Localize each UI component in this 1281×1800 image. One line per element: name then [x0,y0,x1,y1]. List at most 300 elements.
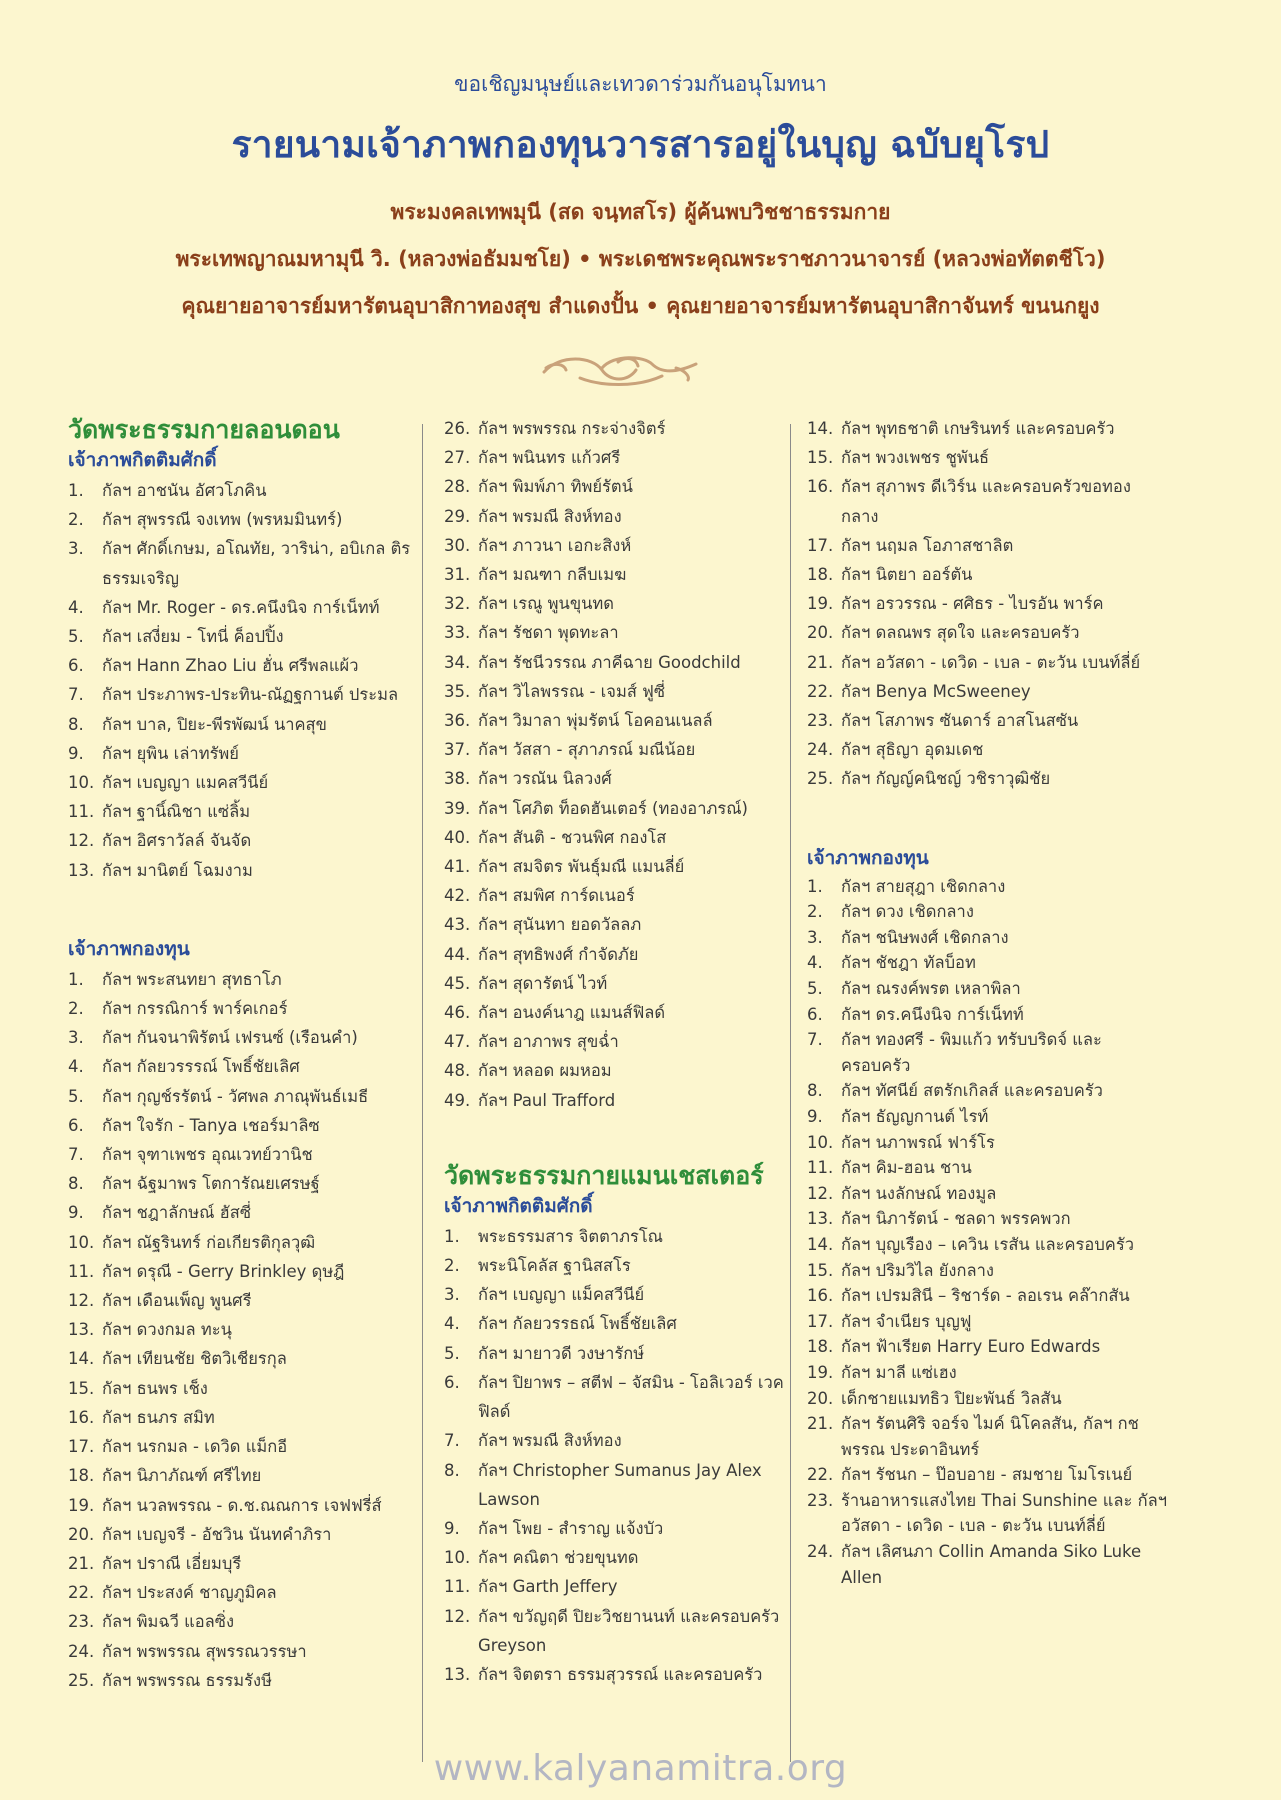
list-item [68,710,418,739]
item-number: 18. [807,565,834,585]
list-item [68,1520,418,1549]
item-name: กัลฯ อาภาพร สุขฉ่ำ [478,1032,619,1052]
manchester-fund-heading: เจ้าภาพกองทุน [807,846,929,869]
item-number: 4. [68,1057,84,1077]
item-number: 23. [807,711,834,731]
list-item [68,1082,418,1111]
list-item [807,735,1167,764]
item-number: 14. [807,419,834,438]
list-item [68,1432,418,1461]
item-name: กัลฯ ฉัฐมาพร โตการัณยเศรษฐ์ [102,1174,320,1194]
item-number: 5. [68,1086,84,1106]
item-name: กัลฯ ดลณพร สุดใจ และครอบครัว [841,623,1080,643]
item-number: 3. [444,1285,460,1305]
london-honor-heading: เจ้าภาพกิตติมศักดิ์ [68,449,217,471]
item-name: กัลฯ มายาวดี วงษารักษ์ [478,1343,645,1363]
list-item [444,618,794,647]
item-name: กัลฯ พรพรรณ ธรรมรังษี [102,1670,272,1690]
item-number: 19. [68,1495,95,1515]
list-item [807,1002,1167,1028]
item-number: 10. [68,1232,95,1252]
list-item [807,1462,1167,1488]
item-number: 12. [444,1606,471,1626]
list-item [68,739,418,768]
list-item [807,560,1167,589]
item-number: 11. [68,1261,95,1281]
list-item [68,1315,418,1344]
item-number: 7. [444,1431,460,1451]
item-name: พระนิโคลัส ฐานิสสโร [478,1256,631,1276]
item-name: กัลฯ Paul Trafford [478,1090,616,1110]
list-item [444,823,794,852]
item-name: กัลฯ โศภิต ท็อดฮันเตอร์ (ทองอาภรณ์) [478,798,748,818]
spacer [444,1115,794,1160]
item-name: กัลฯ คิม-ฮอน ชาน [841,1158,972,1178]
list-item [444,443,794,472]
item-name: กัลฯ สุทธิพงศ์ กำจัดภัย [478,944,639,964]
item-number: 27. [444,448,471,468]
item-number: 23. [807,1490,834,1510]
item-number: 11. [807,1158,834,1178]
item-name: กัลฯ บุญเรือง – เควิน เรสัน และครอบครัว [841,1234,1134,1254]
item-number: 8. [68,1174,84,1194]
list-item [68,826,418,855]
item-number: 20. [807,623,834,643]
item-name: กัลฯ วรณัน นิลวงศ์ [478,769,612,789]
manchester-fund-list [807,874,1167,1591]
list-item [444,706,794,735]
item-name: กัลฯ ประสงค์ ชาญภูมิคล [102,1583,277,1603]
london-fund-list [68,965,418,1695]
list-item [444,1368,794,1426]
list-item [68,680,418,709]
item-name: กัลฯ เรณู พูนขุนทด [478,594,614,614]
item-name: กัลฯ อิศราวัลล์ จันจัด [102,831,252,851]
list-item [68,1491,418,1520]
list-item [68,1198,418,1227]
list-item [807,1206,1167,1232]
item-number: 41. [444,857,471,877]
item-name: กัลฯ วัสสา - สุภาภรณ์ มณีน้อย [478,740,696,760]
list-item [68,1374,418,1403]
column-1 [68,414,418,1695]
item-name: กัลฯ อาชนัน อัศวโภคิน [102,481,267,500]
footer-url[interactable]: www.kalyanamitra.org [433,1748,848,1789]
item-name: กัลฯ มณฑา กลีบเมฆ [478,565,627,585]
item-number: 35. [444,681,471,701]
item-number: 4. [807,953,823,973]
item-name: กัลฯ วิมาลา พุ่มรัตน์ โอคอนเนลล์ [478,711,713,731]
page-title: รายนามเจ้าภาพกองทุนวารสารอยู่ในบุญ ฉบับยุโรป [231,123,1050,166]
list-item [68,1549,418,1578]
item-number: 8. [444,1460,460,1480]
item-number: 5. [68,627,84,647]
list-item [444,1222,794,1251]
item-name: กัลฯ ชัชฎา ทัลบ็อท [841,953,976,973]
item-number: 34. [444,652,471,672]
list-item [807,1104,1167,1130]
item-name: กัลฯ บาล, ปิยะ-พีรพัฒน์ นาคสุข [102,714,327,734]
item-name: กัลฯ กรรณิการ์ พาร์คเกอร์ [102,999,288,1019]
list-item [807,1181,1167,1207]
item-name: กัลฯ นิตยา ออร์ตัน [841,565,973,585]
list-item [68,1169,418,1198]
dedication-line-1: พระมงคลเทพมุนี (สด จนฺทสโร) ผู้ค้นพบวิชชาธรรมกาย [390,200,891,224]
london-fund-heading: เจ้าภาพกองทุน [68,937,190,960]
item-name: กัลฯ ภาวนา เอกะสิงห์ [478,535,632,555]
list-item [807,531,1167,560]
item-name: กัลฯ พิมพ์ภา ทิพย์รัตน์ [478,477,633,497]
item-name: กัลฯ ณัฐรินทร์ ก่อเกียรติกุลวุฒิ [102,1232,316,1252]
item-name: กัลฯ ยุพิน เล่าทรัพย์ [102,743,239,763]
list-item [444,735,794,764]
item-number: 6. [68,1115,84,1135]
spacer [68,885,418,935]
item-number: 37. [444,740,471,760]
item-number: 6. [68,656,84,676]
item-number: 21. [68,1553,95,1573]
list-item [444,1660,794,1689]
manchester-honor-list [444,1222,794,1689]
list-item [444,1056,794,1085]
item-number: 4. [444,1314,460,1334]
item-number: 45. [444,973,471,993]
item-number: 24. [807,740,834,760]
item-name: กัลฯ ปิยาพร – สตีฟ – จัสมิน - โอลิเวอร์ เวคฟิลด์ [478,1372,784,1422]
item-number: 1. [68,969,84,989]
item-number: 23. [68,1612,95,1632]
item-name: กัลฯ กัลยวรรรณ์ โพธิ์ชัยเลิศ [102,1057,300,1077]
item-name: กัลฯ กันจนาพิรัตน์ เฟรนซ์ (เรือนคำ) [102,1028,358,1048]
manchester-temple-heading: วัดพระธรรมกายแมนเชสเตอร์ [444,1160,764,1190]
list-item [444,1086,794,1115]
item-name: กัลฯ เลิศนภา Collin Amanda Siko Luke Allen [841,1542,1142,1587]
item-number: 6. [807,1004,823,1024]
list-item [68,476,418,505]
item-number: 19. [807,594,834,614]
item-name: เด็กชายแมทธิว ปิยะพันธ์ วิลสัน [841,1388,1062,1408]
item-name: กัลฯ ดร.คนึงนิจ การ์เน็ทท์ [841,1004,1024,1024]
item-name: กัลฯ นฤมล โอภาสชาลิต [841,535,1014,555]
list-item [807,1258,1167,1284]
item-number: 5. [444,1343,460,1363]
list-item [807,1360,1167,1386]
list-item [444,502,794,531]
list-item [444,794,794,823]
list-item [444,589,794,618]
item-name: กัลฯ พระสนทยา สุทธาโภ [102,969,282,989]
item-number: 29. [444,506,471,526]
item-number: 9. [807,1106,823,1126]
item-name: กัลฯ วิไลพรรณ - เจมส์ ฟูซี่ [478,681,666,701]
item-name: กัลฯ Christopher Sumanus Jay Alex Lawson [478,1460,762,1509]
item-name: กัลฯ กัลยวรรธณ์ โพธิ์ชัยเลิศ [478,1314,677,1334]
list-item [68,1257,418,1286]
list-item [68,1286,418,1315]
manchester-honor-heading: เจ้าภาพกิตติมศักดิ์ [444,1194,593,1217]
list-item [444,1027,794,1056]
list-item [807,1232,1167,1258]
item-number: 13. [68,860,95,880]
manchester-honor-list-continued [807,414,1167,794]
item-number: 49. [444,1090,471,1110]
item-number: 16. [807,1286,834,1306]
header [0,68,1281,337]
list-item [68,1140,418,1169]
item-name: กัลฯ โสภาพร ซันดาร์ อาสโนสซัน [841,711,1079,731]
item-name: กัลฯ เปรมสินี – ริชาร์ด - ลอเรน คล๊ากสัน [841,1286,1130,1306]
item-number: 3. [68,539,84,559]
item-name: กัลฯ สุพรรณี จงเทพ (พรหมมินทร์) [102,510,343,530]
item-name: กัลฯ ฐานิ์ณิชา แซ่ลิ้ม [102,802,251,822]
item-number: 4. [68,597,84,617]
list-item [444,852,794,881]
list-item [444,677,794,706]
list-item [444,940,794,969]
item-number: 3. [68,1028,84,1048]
item-number: 6. [444,1372,460,1392]
item-name: กัลฯ ดรุณี - Gerry Brinkley ดุษฎี [102,1261,345,1281]
item-name: ร้านอาหารแสงไทย Thai Sunshine และ กัลฯ อวัสดา - เดวิด - เบล - ตะวัน เบนท์ลี่ย์ [841,1490,1168,1536]
item-number: 7. [68,685,84,705]
item-name: กัลฯ ธนพร เช็ง [102,1378,208,1398]
list-item [444,1456,794,1514]
item-name: กัลฯ นวลพรรณ - ด.ช.ณณการ เจฟฟรี่ส์ [102,1495,382,1515]
list-item [68,797,418,826]
list-item [68,768,418,797]
item-number: 39. [444,798,471,818]
item-number: 24. [807,1542,834,1562]
list-item [68,1607,418,1636]
item-name: กัลฯ Garth Jeffery [478,1577,618,1597]
item-number: 38. [444,769,471,789]
item-name: กัลฯ พรพรรณ กระจ่างจิตร์ [478,419,666,438]
item-number: 32. [444,594,471,614]
item-number: 33. [444,623,471,643]
item-name: กัลฯ อรวรรณ - ศศิธร - ไบรอัน พาร์ค [841,594,1104,614]
flourish-ornament-icon [540,348,700,390]
item-name: กัลฯ ณรงค์พรต เหลาพิลา [841,979,1021,999]
item-number: 22. [807,681,834,701]
list-item [444,1426,794,1455]
list-item [68,856,418,885]
item-name: กัลฯ นิภาภัณฑ์ ศรีไทย [102,1466,262,1486]
item-number: 17. [68,1437,95,1457]
list-item [807,1411,1167,1462]
item-name: กัลฯ ฟ้าเรียต Harry Euro Edwards [841,1337,1101,1357]
item-number: 25. [807,769,834,789]
list-item [68,534,418,592]
item-name: กัลฯ ดวงกมล ทะนุ [102,1320,232,1340]
list-item [444,764,794,793]
item-number: 9. [68,1203,84,1223]
list-item [68,1052,418,1081]
item-number: 15. [807,1260,834,1280]
item-name: กัลฯ ประภาพร-ประทิน-ณัฏฐกานต์ ประมล [102,685,399,705]
list-item [444,969,794,998]
list-item [68,1637,418,1666]
item-number: 15. [68,1378,95,1398]
list-item [807,706,1167,735]
list-item [444,1280,794,1309]
invite-line: ขอเชิญมนุษย์และเทวดาร่วมกันอนุโมทนา [454,72,827,96]
london-honor-list [68,476,418,885]
list-item [807,1539,1167,1590]
list-item [807,1488,1167,1539]
item-name: กัลฯ นภาพรณ์ ฟาร์โร [841,1132,995,1152]
item-number: 43. [444,915,471,935]
column-3 [807,414,1167,1590]
item-name: กัลฯ โพย - สำราญ แจ้งบัว [478,1518,664,1538]
list-item [444,1572,794,1601]
item-name: กัลฯ สายสุฎา เชิดกลาง [841,876,1006,896]
item-number: 1. [68,481,84,500]
item-name: กัลฯ อนงค์นาฎ แมนส์ฟิลด์ [478,1003,666,1023]
item-name: กัลฯ Benya McSweeney [841,681,1031,701]
item-number: 20. [68,1524,95,1544]
item-name: กัลฯ รัชนก – ป๊อบอาย - สมชาย โมโรเนย์ [841,1465,1133,1485]
item-number: 21. [807,1414,834,1434]
list-item [444,1514,794,1543]
item-name: กัลฯ จุฑาเพชร อุณเวทย์วานิช [102,1145,313,1165]
list-item [807,1027,1167,1078]
item-name: กัลฯ สมพิศ การ์ดเนอร์ [478,886,635,906]
item-number: 7. [807,1030,823,1050]
item-number: 9. [444,1518,460,1538]
item-name: กัลฯ ธัญญกานต์ ไรท์ [841,1106,989,1126]
item-number: 24. [68,1641,95,1661]
item-number: 21. [807,652,834,672]
item-name: กัลฯ สันติ - ชวนพิศ กองโส [478,827,667,847]
item-number: 17. [807,1311,834,1331]
item-name: กัลฯ พรมณี สิงห์ทอง [478,1431,622,1451]
item-name: กัลฯ ปราณี เอี่ยมบุรี [102,1553,242,1573]
list-item [444,1543,794,1572]
item-name: กัลฯ สุภาพร ดีเวิร์น และครอบครัวขอทองกลาง [841,477,1131,526]
list-item [807,1309,1167,1335]
london-temple-heading: วัดพระธรรมกายลอนดอน [68,415,340,444]
item-number: 48. [444,1061,471,1081]
item-number: 11. [444,1577,471,1597]
list-item [444,998,794,1027]
list-item [68,1403,418,1432]
list-item [68,1111,418,1140]
item-name: กัลฯ จิตตรา ธรรมสุวรรณ์ และครอบครัว [478,1664,763,1684]
item-name: กัลฯ นรกมล - เดวิด แม็กอี [102,1437,288,1457]
item-name: กัลฯ เทียนชัย ชิตวิเชียรกุล [102,1349,287,1369]
item-name: กัลฯ เบญญา แม็คสวีนีย์ [478,1285,645,1305]
item-name: กัลฯ พวงเพชร ชูพันธ์ [841,448,990,468]
item-number: 31. [444,565,471,585]
item-number: 2. [68,999,84,1019]
item-number: 19. [807,1362,834,1382]
item-number: 47. [444,1032,471,1052]
item-name: กัลฯ รัชนีวรรณ ภาคีฉาย Goodchild [478,652,741,672]
list-item [444,1602,794,1660]
item-number: 26. [444,419,471,438]
list-item [444,910,794,939]
item-name: กัลฯ ขวัญฤดี ปิยะวิชยานนท์ และครอบครัว Greyson [478,1606,780,1655]
item-name: กัลฯ เสงี่ยม - โทนี่ ค็อปปิ้ง [102,627,284,647]
item-name: กัลฯ อวัสดา - เดวิด - เบล - ตะวัน เบนท์ลี่ย์ [841,652,1141,672]
list-item [807,874,1167,900]
item-number: 9. [68,743,84,763]
item-number: 25. [68,1670,95,1690]
item-number: 8. [68,714,84,734]
list-item [68,593,418,622]
item-number: 40. [444,827,471,847]
item-name: กัลฯ หลอด ผมหอม [478,1061,612,1081]
item-number: 7. [68,1145,84,1165]
list-item [807,925,1167,951]
item-number: 36. [444,711,471,731]
item-number: 3. [807,927,823,947]
list-item [807,443,1167,472]
item-name: กัลฯ มานิตย์ โฉมงาม [102,860,253,880]
item-name: กัลฯ คณิตา ช่วยขุนทด [478,1548,639,1568]
list-item [807,589,1167,618]
item-number: 16. [807,477,834,497]
item-number: 42. [444,886,471,906]
list-item [807,1130,1167,1156]
item-number: 12. [68,1291,95,1311]
item-number: 2. [444,1256,460,1276]
item-name: กัลฯ ชนิษพงศ์ เชิดกลาง [841,927,1009,947]
item-name: กัลฯ นิภารัตน์ - ชลดา พรรคพวก [841,1209,1071,1229]
item-number: 44. [444,944,471,964]
item-name: กัลฯ เบญญา แมคสวีนีย์ [102,773,269,793]
list-item [68,994,418,1023]
list-item [807,764,1167,793]
item-number: 28. [444,477,471,497]
list-item [68,505,418,534]
item-name: กัลฯ ใจรัก - Tanya เชอร์มาลิซ [102,1115,320,1135]
list-item [444,560,794,589]
item-name: กัลฯ สุธิญา อุดมเดช [841,740,984,760]
list-item [807,1334,1167,1360]
item-name: กัลฯ รัชดา พุดทะลา [478,623,619,643]
list-item [807,677,1167,706]
list-item [444,648,794,677]
item-name: กัลฯ พนินทร แก้วศรี [478,448,621,468]
item-name: กัลฯ Hann Zhao Liu ฮั่น ศรีพลแผ้ว [102,656,359,676]
item-name: กัลฯ จำเนียร บุญฟู [841,1311,972,1331]
item-name: กัลฯ พิมฉวี แอลซิ่ง [102,1612,235,1632]
dedication-line-3: คุณยายอาจารย์มหารัตนอุบาสิกาทองสุข สำแดงปั้น • คุณยายอาจารย์มหารัตนอุบาสิกาจันทร์ ขนนกยูง [181,294,1100,318]
list-item [807,618,1167,647]
item-name: กัลฯ ดวง เชิดกลาง [841,902,974,922]
item-number: 22. [68,1583,95,1603]
item-name: กัลฯ กุญช์รรัตน์ - วัศพล ภาณุพันธ์เมธี [102,1086,369,1106]
list-item [444,1251,794,1280]
list-item [807,899,1167,925]
item-number: 13. [444,1664,471,1684]
item-number: 10. [807,1132,834,1152]
item-number: 12. [68,831,95,851]
list-item [807,1155,1167,1181]
item-name: กัลฯ นงลักษณ์ ทองมูล [841,1183,997,1203]
list-item [807,950,1167,976]
list-item [68,1344,418,1373]
list-item [68,1228,418,1257]
list-item [68,965,418,994]
item-name: กัลฯ พรพรรณ สุพรรณวรรษา [102,1641,307,1661]
item-name: กัลฯ มาลี แซ่เฮง [841,1362,957,1382]
item-number: 11. [68,802,95,822]
item-number: 16. [68,1407,95,1427]
list-item [807,414,1167,443]
item-name: กัลฯ สุดารัตน์ ไวท์ [478,973,608,993]
